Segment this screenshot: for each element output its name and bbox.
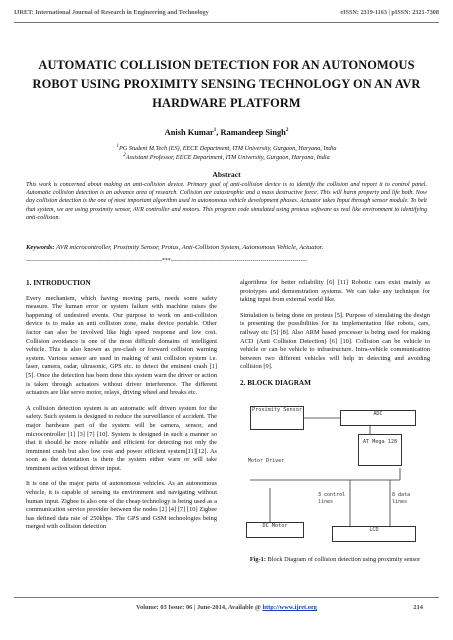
author-1: Anish Kumar: [164, 128, 214, 137]
title-line-1: AUTOMATIC COLLISION DETECTION FOR AN AUTONOMOUS: [38, 58, 415, 72]
author-1-sup: 1: [213, 128, 217, 134]
title-line-3: HARDWARE PLATFORM: [152, 96, 301, 110]
aff2-text: Assistant Professor, EECE Department, ITM University, Gurgaon, Haryana, India: [125, 154, 330, 162]
keywords: [26, 244, 427, 251]
abstract-heading: Abstract: [212, 170, 241, 179]
footer-rule: [14, 597, 439, 598]
author-2-sup: 2: [285, 128, 289, 134]
avr-block: AT Mega 128: [358, 434, 402, 466]
aff1-text: PG Student M.Tech (ES), EECE Department, ITM University, Gurgaon, Haryana, India: [119, 145, 337, 153]
keywords-label: Keywords:: [26, 244, 55, 251]
journal-name: IJRET: International Journal of Research in Engineering and Technology: [14, 9, 209, 16]
right-column: [240, 279, 430, 395]
left-column: [26, 279, 217, 539]
intro-paragraph-1: Every mechanism, which having moving parts, needs some safety measure. The human error or system failure with machine raises the happening of undesired events. Our purpose to work on anti-collision device is to make an anti collision zone, make device portable. Other factor can also be involved like high speed response and low cost. Collision avoidance is one of the most difficult domains of intelligent vehicle. This is also known as pre-clash or forward collision warning system. Various sensor are used in making of anti collision system i.e. laser, camera, radar, ultrasonic, GPS etc. to detect the eminent crash [1] [5]. Once the detection has been done this system warn the driver or action is taken through actuators without driver interference. The different actuators are like servo motor, relays, driving wheel and breaks etc.: [26, 294, 217, 397]
page-number: 214: [413, 604, 423, 611]
lcd-block: LCD: [332, 526, 416, 542]
figure-caption-text: Block Diagram of collision detection using proximity sensor: [265, 556, 421, 563]
keywords-text: AVR microcontroller, Proximity Sensor, Protus, Anti-Collision System, Autonomous Vehicle, Actuator.: [54, 244, 324, 251]
aff2-sup: 2: [123, 153, 126, 158]
intro-paragraph-3: It is one of the major parts of autonomous vehicles. As an autonomous vehicle, it is capable of sensing its environment and navigating without human input. Zigbee is also one of the cheap technology is being used as a communication service provider between the nodes [2] [4] [7] [10] Zigbee has defined data rate of 250kbps. The GPS and GSM technologies being merged with collision detection: [26, 480, 217, 531]
issn: eISSN: 2319-1163 | pISSN: 2321-7308: [340, 9, 439, 16]
aff1-sup: 1: [116, 144, 120, 149]
affiliation-2: [0, 151, 453, 162]
author-2: Ramandeep Singh: [220, 128, 286, 137]
proximity-sensor-block: Proximity Sensor: [250, 406, 304, 430]
footer-link[interactable]: http://www.ijret.org: [262, 604, 318, 611]
dc-motor-block: DC Motor: [246, 522, 304, 538]
author-sep: ,: [216, 128, 221, 137]
right-paragraph-2: Simulation is being done on proteus [5]. Purpose of simulating the design is presenting the possibilities for its implementation like robots, cars, railway etc [5] [8]. Also ARM based processer is being used for making ACD (Anti Collision Detection) [6] [10]. Collision can be vehicle to vehicle or can be vehicle to infrastructure. Intra-vehicle communication between two different vehicles will help in detecting and avoiding collision [9].: [240, 311, 430, 371]
control-lines-label: 3 control lines: [318, 492, 346, 505]
section-block-diagram-heading: 2. BLOCK DIAGRAM: [240, 378, 311, 387]
section-introduction-heading: 1. INTRODUCTION: [26, 279, 91, 287]
abstract-text: This work is concerned about making an anti-collision device. Primary goal of anti-collision device is to identify the collision and report it to control panel. Automatic collision detection is an advance area of research. Collision are catastrophic and a mass destructive force. This will harm property and life both. Now day collision detection is the one of most important algorithm used in autonomous vehicle development phases. Actuator takes Input through sensor module. To belt that system, we are using proximity sensor, AVR controller and motors. This program code simulated using proteus software as real like environment to identifying anti-collision.: [26, 182, 427, 221]
title-line-2: ROBOT USING PROXIMITY SENSING TECHNOLOGY ON AN AVR: [32, 77, 421, 91]
right-paragraph-1: algorithms for better reliability [6] [11] Robotic cars exist mainly as prototypes and demonstration systems. We can take any technique for taking input from external world like.: [240, 279, 430, 304]
separator: --------------------------------------------------------------------***--------------------------------------------------------------------: [26, 258, 307, 264]
paper-title: [30, 56, 423, 113]
header-rule: [14, 22, 439, 23]
motor-driver-label: Motor Driver: [248, 458, 285, 464]
figure-caption-label: Fig-1:: [249, 556, 266, 563]
journal-header: [14, 9, 439, 21]
data-lines-label: 8 data lines: [392, 492, 411, 505]
block-diagram: [240, 402, 430, 552]
figure-caption: [240, 556, 430, 564]
footer-volume: Volume: 03 Issue: 06 | June-2014, Available @: [135, 604, 263, 611]
adc-block: ADC: [340, 410, 416, 426]
authors: [0, 128, 453, 137]
intro-paragraph-2: A collision detection system is an automatic self driven system for the safety. Such system is designed to reduce the surveillance of accident. The major hardware part of the system will be camera, sensor, and microcontroller [1] [3] [7] [10]. System is designed in such a manner so that it should be more reliable and efficient for detecting not only the imminent crash but also low cost and power efficient system[11][12]. As soon as the detestation is there the system either warn or will take imminent action without driver input.: [26, 404, 217, 472]
